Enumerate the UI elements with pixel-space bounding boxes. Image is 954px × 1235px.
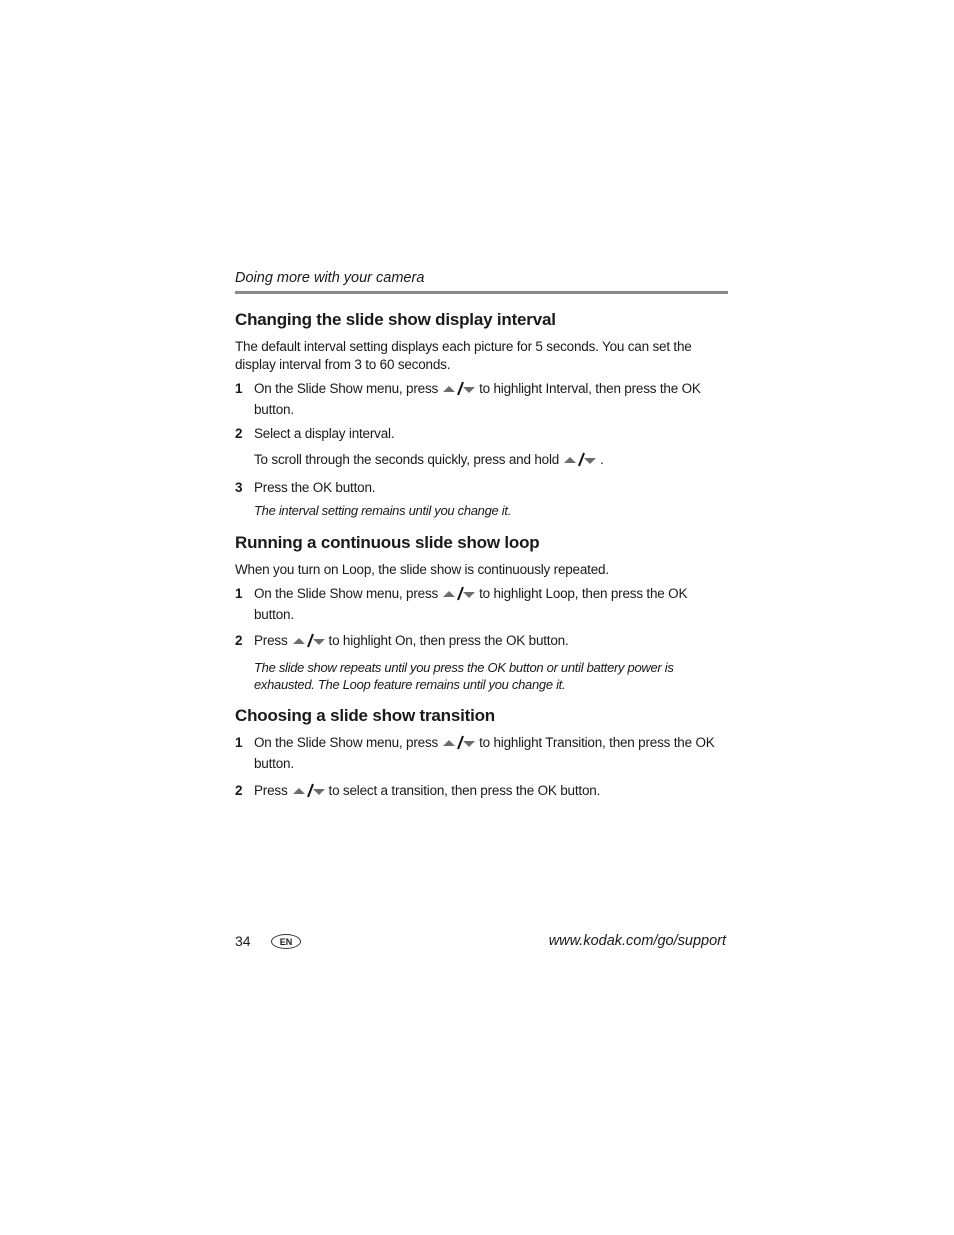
up-down-arrow-icon xyxy=(442,735,475,755)
up-down-arrow-icon xyxy=(442,586,475,606)
step-text-before: Press xyxy=(254,783,288,798)
step-detail xyxy=(254,451,728,472)
step-number: 3 xyxy=(235,480,243,495)
step-number: 2 xyxy=(235,633,243,648)
section-intro-loop: When you turn on Loop, the slide show is continuously repeated. xyxy=(235,562,609,577)
section-title-loop: Running a continuous slide show loop xyxy=(235,533,540,552)
step-text-before: On the Slide Show menu, press xyxy=(254,381,439,396)
step-number: 1 xyxy=(235,586,243,601)
up-down-arrow-icon xyxy=(442,381,475,401)
step-detail-after: . xyxy=(600,452,604,467)
step-item xyxy=(235,380,728,419)
step-text-before: Press xyxy=(254,633,288,648)
up-down-arrow-icon xyxy=(292,633,325,653)
step-text-before: On the Slide Show menu, press xyxy=(254,586,439,601)
step-text: Select a display interval. xyxy=(254,426,395,441)
page-footer xyxy=(235,932,726,952)
step-item xyxy=(235,782,728,803)
step-item xyxy=(235,632,728,653)
section-intro-interval: The default interval setting displays each picture for 5 seconds. You can set the display interval from 3 to 60 seconds. xyxy=(235,339,692,372)
step-number: 1 xyxy=(235,735,243,750)
step-text xyxy=(254,585,728,624)
section-title-interval: Changing the slide show display interval xyxy=(235,310,556,329)
support-link[interactable]: www.kodak.com/go/support xyxy=(548,933,726,949)
step-number: 1 xyxy=(235,381,243,396)
running-head: Doing more with your camera xyxy=(235,270,728,294)
step-text-after: to highlight Transition, then press the OK button. xyxy=(254,735,715,771)
page-number: 34 xyxy=(235,933,251,949)
step-text xyxy=(254,380,728,419)
step-item xyxy=(235,425,728,443)
section-title-transition: Choosing a slide show transition xyxy=(235,706,495,725)
step-item xyxy=(235,479,728,497)
language-badge: EN xyxy=(271,934,301,949)
step-text xyxy=(254,782,728,803)
step-text-before: On the Slide Show menu, press xyxy=(254,735,439,750)
step-text xyxy=(254,632,728,653)
step-note: The interval setting remains until you change it. xyxy=(254,503,511,518)
step-note: The slide show repeats until you press the OK button or until battery power is exhausted. The Loop feature remains until you change it. xyxy=(254,660,674,692)
step-number: 2 xyxy=(235,783,243,798)
step-text-after: to highlight On, then press the OK button. xyxy=(328,633,569,648)
step-text-after: to highlight Interval, then press the OK button. xyxy=(254,381,701,417)
up-down-arrow-icon xyxy=(563,452,596,472)
step-text-after: to highlight Loop, then press the OK button. xyxy=(254,586,688,622)
step-detail-before: To scroll through the seconds quickly, press and hold xyxy=(254,452,560,467)
step-item xyxy=(235,585,728,624)
step-text xyxy=(254,734,728,773)
step-text-after: to select a transition, then press the OK button. xyxy=(328,783,601,798)
page-content xyxy=(235,270,728,803)
step-number: 2 xyxy=(235,426,243,441)
up-down-arrow-icon xyxy=(292,783,325,803)
step-text: Press the OK button. xyxy=(254,480,376,495)
step-item xyxy=(235,734,728,773)
